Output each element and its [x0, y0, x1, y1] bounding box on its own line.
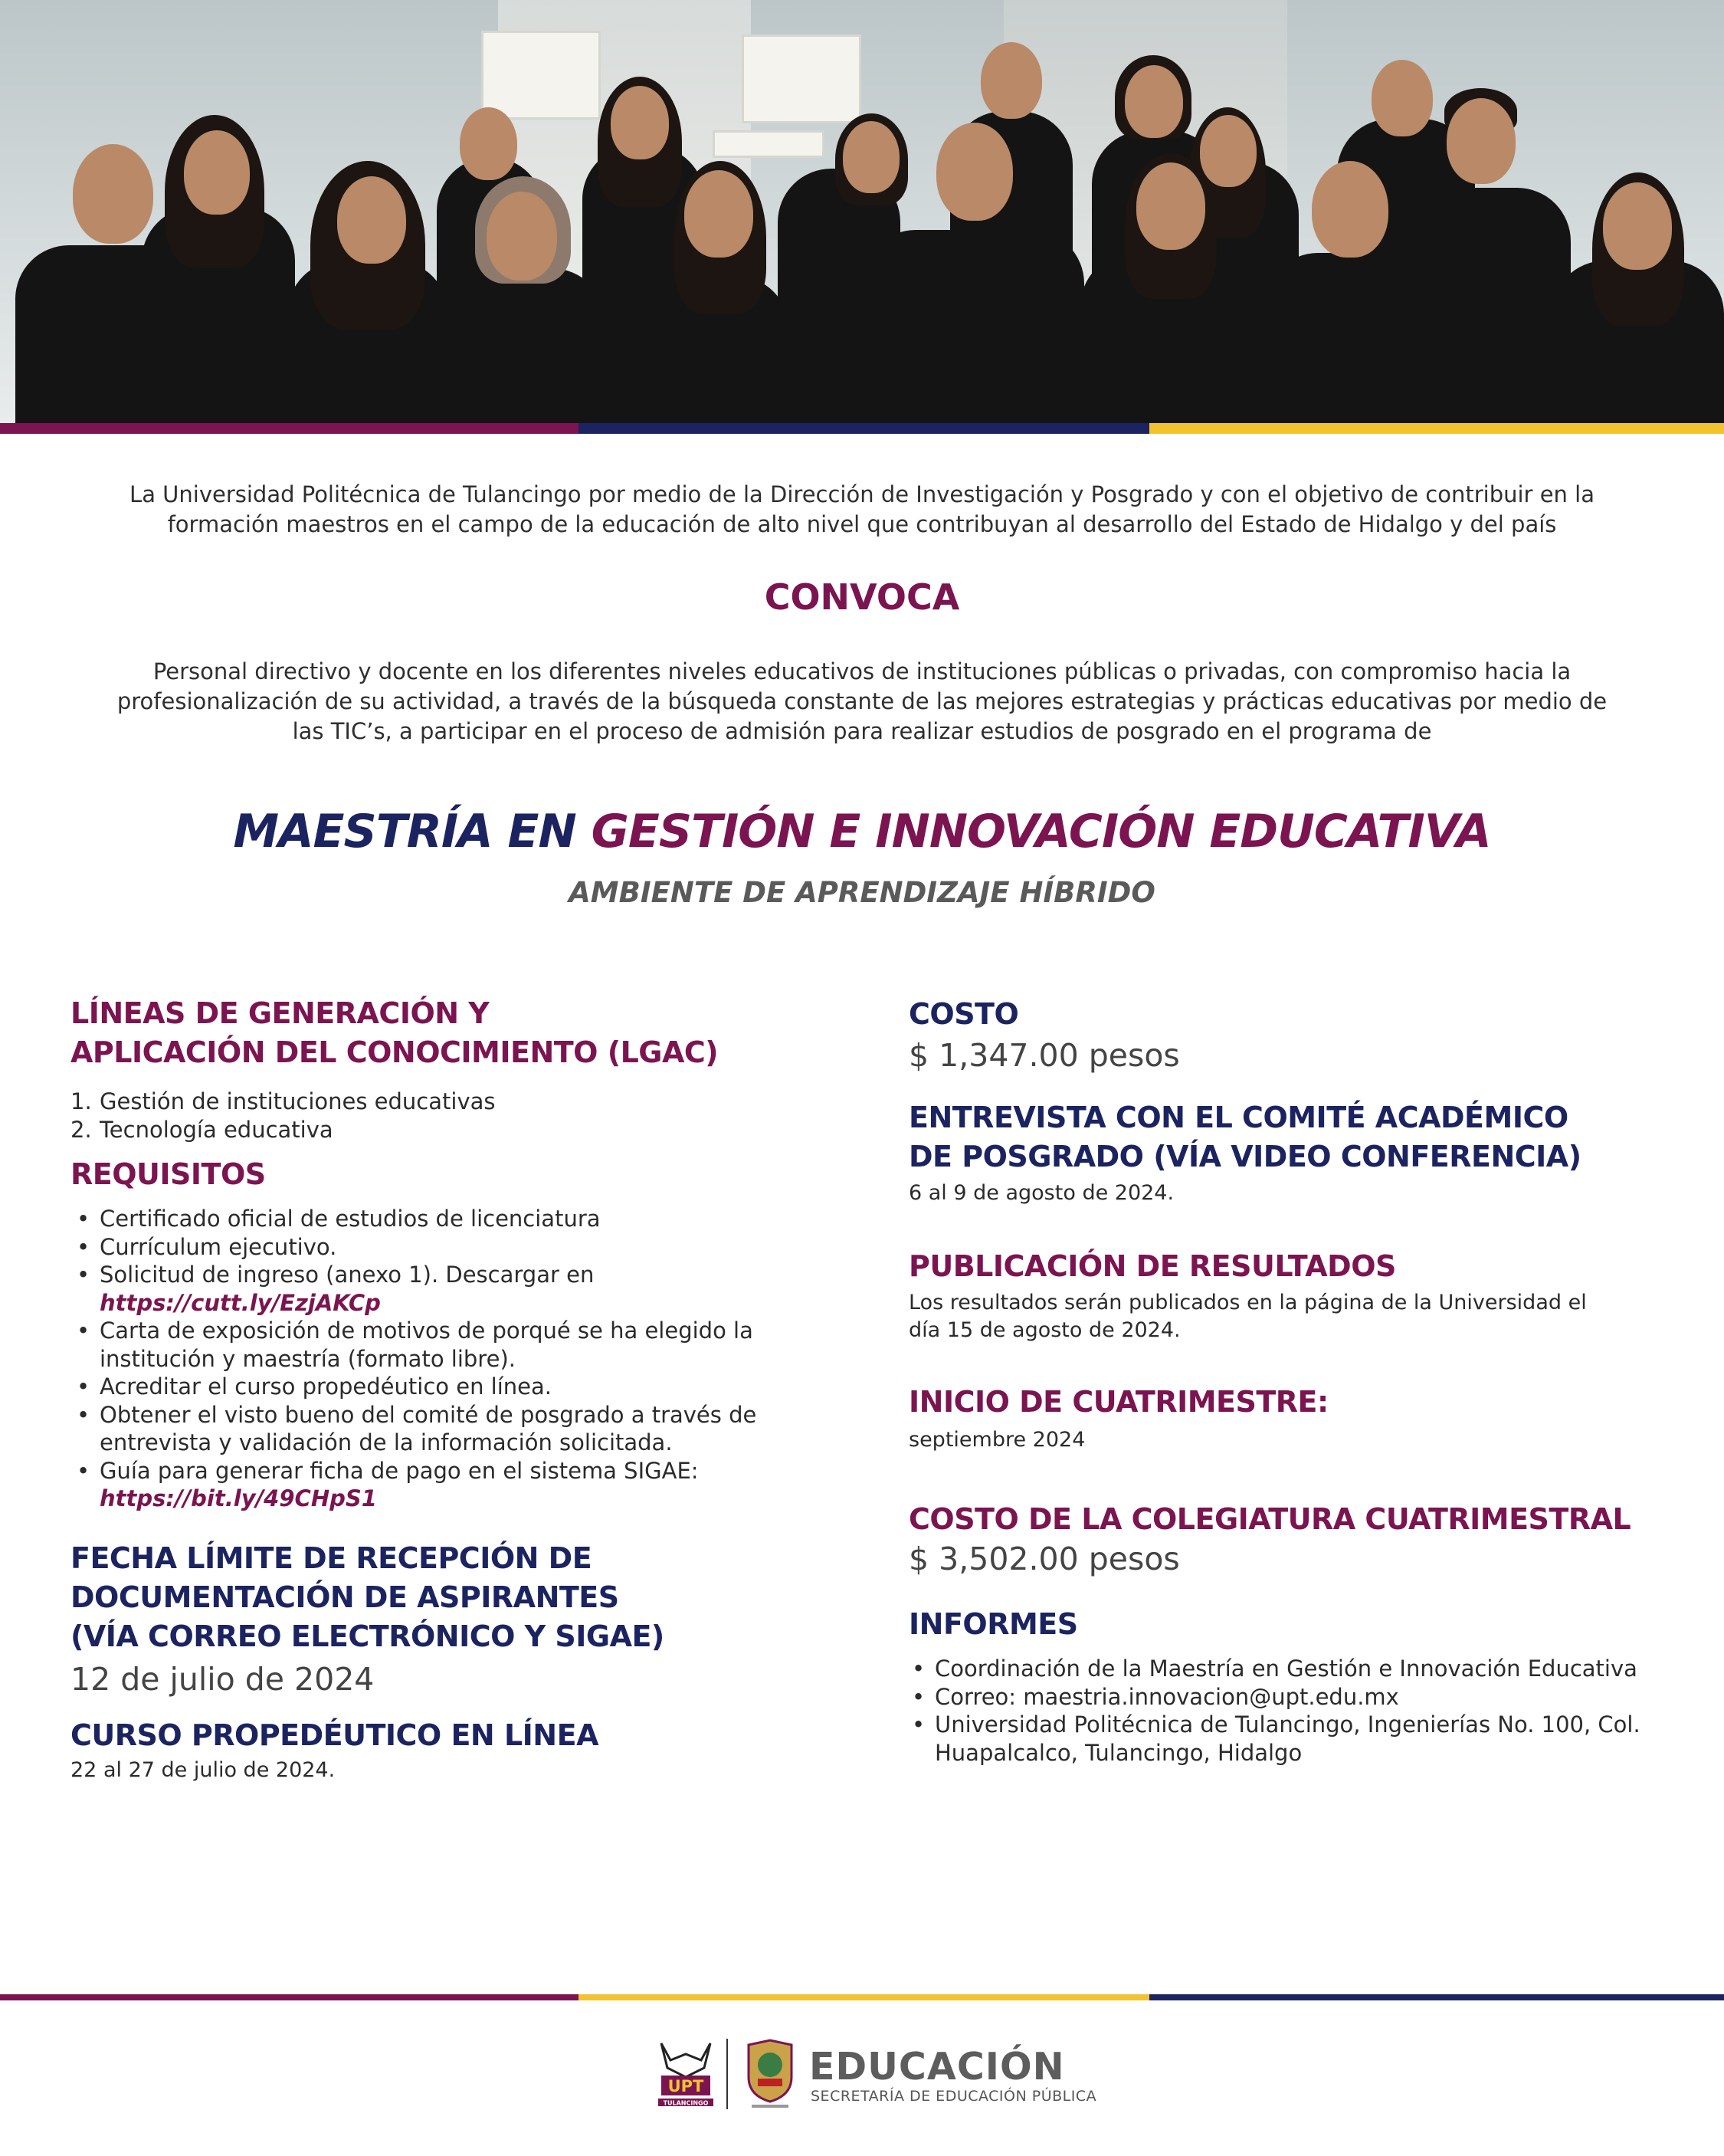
program-title-prefix: MAESTRÍA EN: [233, 805, 592, 858]
list-item: [100, 1373, 837, 1401]
stripe-magenta-top: [0, 423, 578, 434]
convocatoria-line: profesionalización de su actividad, a través de la búsqueda constante de las mejores estrategias y prácticas educativas por medio de: [116, 688, 1608, 714]
convocatoria-line: las TIC’s, a participar en el proceso de admisión para realizar estudios de posgrado en el programa de: [292, 718, 1432, 744]
list-item: [100, 1261, 837, 1317]
requisitos-list: [70, 1205, 837, 1513]
publicacion-line: Los resultados serán publicados en la página de la Universidad el: [909, 1291, 1587, 1314]
convoca-heading: CONVOCA: [764, 576, 960, 618]
program-title: [0, 805, 1724, 858]
list-item: [100, 1205, 837, 1233]
logo-divider: [726, 2039, 728, 2109]
colegiatura-heading: COSTO DE LA COLEGIATURA CUATRIMESTRAL: [909, 1502, 1631, 1536]
poster-sign: [742, 34, 861, 123]
upt-logo: [657, 2037, 715, 2108]
list-item-text: Obtener el visto bueno del comité de posgrado a través de: [100, 1401, 757, 1428]
colegiatura-value: $ 3,502.00 pesos: [909, 1541, 1180, 1577]
convocatoria-paragraph: [0, 657, 1724, 747]
list-item-text: Coordinación de la Maestría en Gestión e Innovación Educativa: [935, 1656, 1637, 1682]
lgac-heading-line: APLICACIÓN DEL CONOCIMIENTO (LGAC): [70, 1035, 719, 1069]
informes-heading: INFORMES: [909, 1607, 1078, 1641]
no-smoking-sign: [481, 31, 601, 120]
intro-paragraph: [0, 480, 1724, 540]
entrevista-value: 6 al 9 de agosto de 2024.: [909, 1181, 1175, 1205]
list-number: 2.: [70, 1117, 92, 1143]
program-subtitle: AMBIENTE DE APRENDIZAJE HÍBRIDO: [569, 876, 1155, 909]
list-item-text: Solicitud de ingreso (anexo 1). Descargar en: [100, 1262, 595, 1288]
lgac-list: [70, 1088, 837, 1144]
curso-heading: CURSO PROPEDÉUTICO EN LÍNEA: [70, 1718, 598, 1752]
list-item-text: Acreditar el curso propedéutico en línea.: [100, 1373, 552, 1400]
publicacion-text: [909, 1289, 1675, 1344]
list-item-text: Gestión de instituciones educativas: [100, 1088, 496, 1114]
stripe-gold-top: [1149, 423, 1724, 434]
stripe-navy-bottom: [1149, 1994, 1724, 2000]
solicitud-link[interactable]: https://cutt.ly/EzjAKCp: [100, 1289, 381, 1316]
fecha-heading-line: (VÍA CORREO ELECTRÓNICO Y SIGAE): [70, 1619, 664, 1653]
list-item: [100, 1401, 837, 1457]
list-item-text: Currículum ejecutivo.: [100, 1233, 337, 1260]
right-column: [909, 995, 1675, 1767]
list-item: [70, 1088, 837, 1116]
education-wordmark: EDUCACIÓN: [809, 2045, 1065, 2089]
list-item: [935, 1655, 1675, 1683]
hidalgo-seal-icon: [742, 2039, 798, 2112]
convocatoria-line: Personal directivo y docente en los diferentes niveles educativos de instituciones públicas o privadas, con compromiso hacia la: [152, 658, 1572, 684]
publicacion-heading: PUBLICACIÓN DE RESULTADOS: [909, 1249, 1396, 1283]
fecha-heading-line: FECHA LÍMITE DE RECEPCIÓN DE: [70, 1541, 592, 1575]
intro-line: formación maestros en el campo de la educación de alto nivel que contribuyan al desarrollo del Estado de Hidalgo y del país: [167, 511, 1557, 537]
stripe-navy-top: [578, 423, 1149, 434]
fecha-limite-heading: [70, 1539, 837, 1656]
lgac-heading-line: LÍNEAS DE GENERACIÓN Y: [70, 996, 490, 1030]
list-item-text: Carta de exposición de motivos de porqué se ha elegido la: [100, 1318, 753, 1344]
list-item-text: Universidad Politécnica de Tulancingo, Ingenierías No. 100, Col.: [935, 1711, 1640, 1738]
list-item: [935, 1683, 1675, 1711]
email-text[interactable]: Correo: maestria.innovacion@upt.edu.mx: [935, 1683, 1399, 1710]
lgac-heading: [70, 994, 837, 1072]
list-item: [100, 1233, 837, 1262]
costo-heading: COSTO: [909, 997, 1019, 1031]
list-item: [100, 1317, 837, 1373]
entrevista-heading-line: ENTREVISTA CON EL COMITÉ ACADÉMICO: [909, 1101, 1568, 1134]
list-item-text: entrevista y validación de la información solicitada.: [100, 1429, 673, 1455]
list-item: [70, 1116, 837, 1144]
informes-list: [909, 1655, 1675, 1767]
program-title-name: GESTIÓN E INNOVACIÓN EDUCATIVA: [591, 805, 1491, 858]
inicio-heading: INICIO DE CUATRIMESTRE:: [909, 1385, 1329, 1419]
sigae-link[interactable]: https://bit.ly/49CHpS1: [100, 1485, 377, 1511]
intro-line: La Universidad Politécnica de Tulancingo por medio de la Dirección de Investigación y Posgrado y con el objetivo de contribuir en la: [129, 481, 1595, 507]
upt-logo-text: UPT: [667, 2077, 704, 2095]
entrevista-heading-line: DE POSGRADO (VÍA VIDEO CONFERENCIA): [909, 1140, 1581, 1173]
stripe-gold-bottom: [578, 1994, 1149, 2000]
entrevista-heading: [909, 1098, 1675, 1176]
header-group-photo: [0, 0, 1724, 423]
left-column: [70, 994, 837, 1784]
list-item: [100, 1457, 837, 1513]
list-item: [935, 1711, 1675, 1767]
education-subtitle: SECRETARÍA DE EDUCACIÓN PÚBLICA: [811, 2088, 1097, 2105]
list-item-text: Huapalcalco, Tulancingo, Hidalgo: [935, 1739, 1303, 1766]
costo-value: $ 1,347.00 pesos: [909, 1037, 1180, 1074]
list-item-text: Guía para generar ficha de pago en el sistema SIGAE:: [100, 1457, 699, 1484]
publicacion-line: día 15 de agosto de 2024.: [909, 1318, 1181, 1342]
list-item-text: Certificado oficial de estudios de licenciatura: [100, 1206, 601, 1232]
list-item-text: institución y maestría (formato libre).: [100, 1345, 516, 1372]
requisitos-heading: REQUISITOS: [70, 1157, 266, 1191]
upt-logo-subtext: TULANCINGO: [663, 2099, 709, 2107]
curso-value: 22 al 27 de julio de 2024.: [70, 1757, 336, 1782]
fecha-limite-value: 12 de julio de 2024: [70, 1660, 375, 1698]
fecha-heading-line: DOCUMENTACIÓN DE ASPIRANTES: [70, 1580, 619, 1614]
plaque: [713, 130, 824, 158]
inicio-value: septiembre 2024: [909, 1428, 1086, 1452]
list-item-text: Tecnología educativa: [100, 1117, 333, 1143]
stripe-magenta-bottom: [0, 1994, 578, 2000]
list-number: 1.: [70, 1088, 92, 1114]
